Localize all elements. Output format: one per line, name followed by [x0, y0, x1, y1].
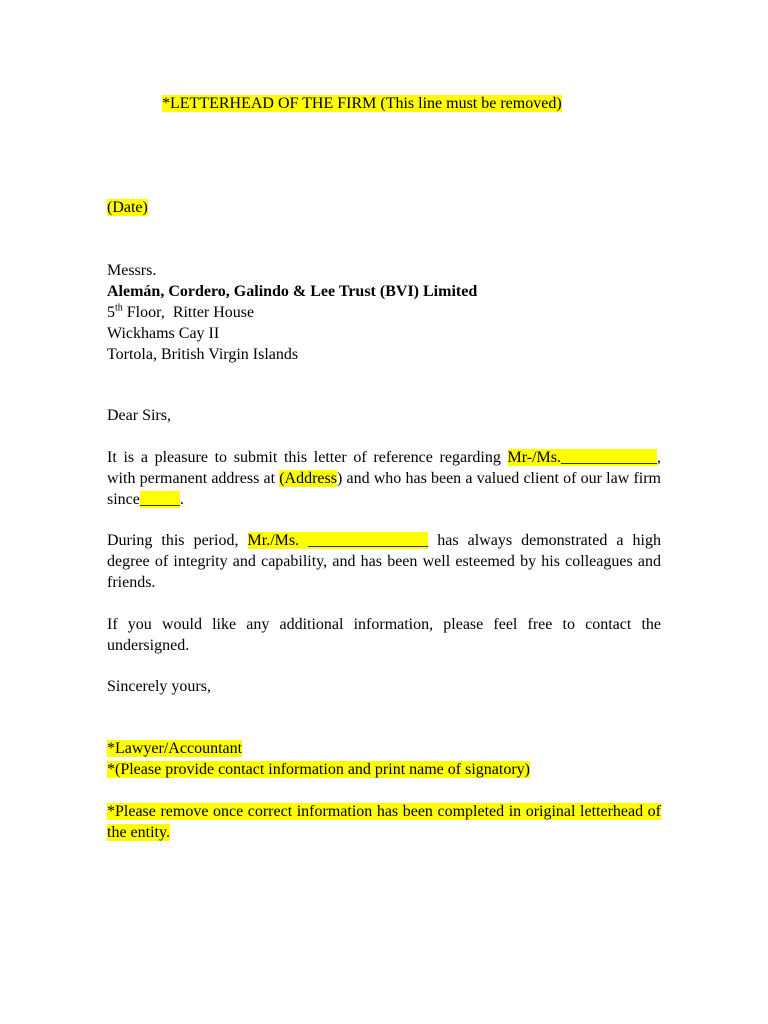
recipient-address-line1 [107, 302, 254, 323]
footer-note: *Please remove once correct information has been completed in original letterhead of the entity. [107, 803, 661, 841]
paragraph1-part1: It is a pleasure to submit this letter of reference regarding [107, 449, 508, 466]
floor-number: 5 [107, 304, 115, 321]
paragraph1-part3: ) and who has been a valued client of our law firm since [107, 470, 662, 508]
client-name-field-2: Mr./Ms. _______________ [247, 532, 429, 549]
letterhead-placeholder [162, 93, 562, 114]
signature-note-line [107, 759, 530, 780]
recipient-salutation: Messrs. [107, 262, 157, 279]
recipient-company: Alemán, Cordero, Galindo & Lee Trust (BVI) Limited [107, 283, 478, 300]
recipient-address-line3: Tortola, British Virgin Islands [107, 346, 299, 363]
signature-note: *(Please provide contact information and print name of signatory) [107, 761, 530, 778]
date-text: (Date) [107, 199, 148, 216]
closing: Sincerely yours, [107, 678, 211, 695]
footer-note-block [107, 801, 661, 843]
greeting: Dear Sirs, [107, 407, 171, 424]
client-name-field: Mr-/Ms.____________ [507, 449, 657, 466]
paragraph1-part4: . [179, 491, 184, 508]
client-since-field: _____ [139, 491, 180, 508]
recipient-address-line2: Wickhams Cay II [107, 325, 220, 342]
floor-rest: Floor, Ritter House [122, 304, 255, 321]
date-placeholder [107, 197, 148, 218]
paragraph-character [107, 530, 661, 593]
paragraph2-part1: During this period, [107, 532, 248, 549]
paragraph-reference [107, 447, 661, 510]
client-address-field: (Address [279, 470, 337, 487]
paragraph-contact: If you would like any additional information, please feel free to contact the undersigned. [107, 616, 661, 654]
letterhead-text: *LETTERHEAD OF THE FIRM (This line must be removed) [162, 95, 562, 112]
signature-title: *Lawyer/Accountant [107, 740, 243, 757]
paragraph1-part2: , with permanent address at [107, 449, 661, 487]
signature-title-line [107, 738, 242, 759]
paragraph2-part2: has always demonstrated a high degree of integrity and capability, and has been well esteemed by his colleagues and friends. [107, 532, 662, 591]
floor-suffix: th [115, 302, 123, 314]
